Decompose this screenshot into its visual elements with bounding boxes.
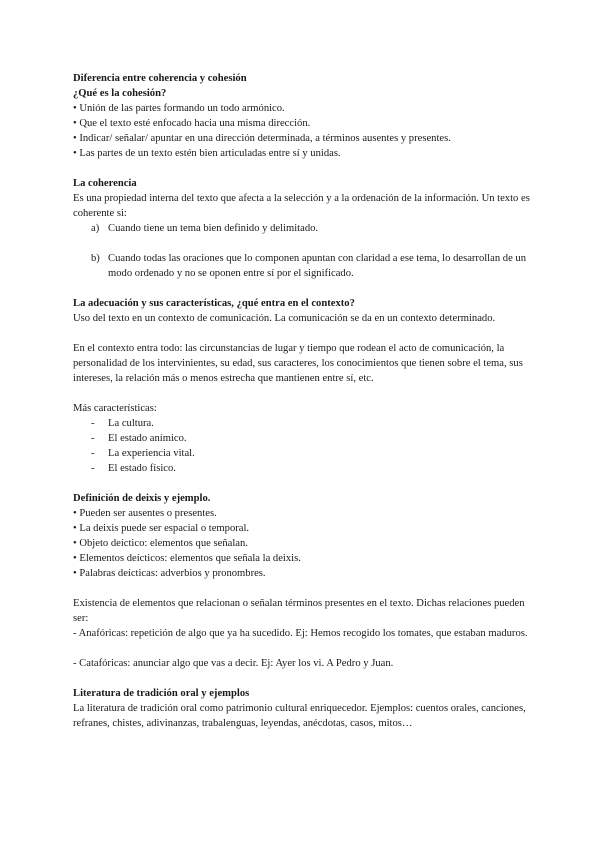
bullet-item: • Las partes de un texto estén bien articuladas entre sí y unidas. xyxy=(73,148,341,159)
literatura-paragraph: La literatura de tradición oral como patrimonio cultural enriquecedor. Ejemplos: cuentos orales, canciones, refranes, chistes, adivinanzas, trabalenguas, leyendas, anécdotas, casos, mitos… xyxy=(73,703,526,729)
bullet-item: • Unión de las partes formando un todo armónico. xyxy=(73,103,285,114)
list-item-text: La cultura. xyxy=(108,418,154,429)
list-item xyxy=(73,251,533,281)
list-item xyxy=(73,416,533,431)
list-item-text: Cuando tiene un tema bien definido y delimitado. xyxy=(108,223,319,234)
section-title-coherencia: La coherencia xyxy=(73,178,137,189)
list-marker: b) xyxy=(91,253,100,264)
bullet-item: • Indicar/ señalar/ apuntar en una dirección determinada, a términos ausentes y presentes. xyxy=(73,133,451,144)
list-item xyxy=(73,431,533,446)
bullet-item: • Que el texto esté enfocado hacia una misma dirección. xyxy=(73,118,311,129)
section-subtitle-cohesion: ¿Qué es la cohesión? xyxy=(73,88,167,99)
dash-marker: - xyxy=(91,418,95,429)
coherencia-intro: Es una propiedad interna del texto que afecta a la selección y a la ordenación de la información. Un texto es coherente si: xyxy=(73,193,530,219)
list-item xyxy=(73,446,533,461)
bullet-item: • Objeto deíctico: elementos que señalan. xyxy=(73,538,248,549)
section-title-deixis: Definición de deixis y ejemplo. xyxy=(73,493,211,504)
bullet-item: • La deixis puede ser espacial o temporal. xyxy=(73,523,250,534)
list-marker: a) xyxy=(91,223,100,234)
list-item-text: El estado anímico. xyxy=(108,433,187,444)
list-item xyxy=(73,221,533,236)
bullet-item: • Elementos deícticos: elementos que señala la deixis. xyxy=(73,553,301,564)
bullet-item: • Palabras deícticas: adverbios y pronombres. xyxy=(73,568,266,579)
section-title-adecuacion: La adecuación y sus características, ¿qué entra en el contexto? xyxy=(73,298,355,309)
list-item-text: Cuando todas las oraciones que lo componen apuntan con claridad a ese tema, lo desarrollan de un modo ordenado y no se oponen entre sí por el significado. xyxy=(108,253,527,279)
more-characteristics-label: Más características: xyxy=(73,403,157,414)
dash-marker: - xyxy=(91,463,95,474)
bullet-item: • Pueden ser ausentes o presentes. xyxy=(73,508,217,519)
list-item xyxy=(73,461,533,476)
dash-marker: - xyxy=(91,433,95,444)
section-title-coherencia-cohesion: Diferencia entre coherencia y cohesión xyxy=(73,73,247,84)
deixis-anaforicas: - Anafóricas: repetición de algo que ya ha sucedido. Ej: Hemos recogido los tomates, que estaban maduros. xyxy=(73,628,528,639)
document-body xyxy=(73,71,533,731)
list-item-text: La experiencia vital. xyxy=(108,448,195,459)
list-item-text: El estado físico. xyxy=(108,463,176,474)
adecuacion-paragraph-2: En el contexto entra todo: las circunstancias de lugar y tiempo que rodean el acto de comunicación, la personalidad de los intervinientes, su edad, sus caracteres, los conocimientos que tienen sobre el tema, sus intereses, la relación más o menos estrecha que mantienen entre sí, etc. xyxy=(73,343,523,384)
dash-marker: - xyxy=(91,448,95,459)
section-title-literatura: Literatura de tradición oral y ejemplos xyxy=(73,688,250,699)
adecuacion-paragraph-1: Uso del texto en un contexto de comunicación. La comunicación se da en un contexto determinado. xyxy=(73,313,496,324)
deixis-cataforicas: - Catafóricas: anunciar algo que vas a decir. Ej: Ayer los vi. A Pedro y Juan. xyxy=(73,658,394,669)
deixis-paragraph-1: Existencia de elementos que relacionan o señalan términos presentes en el texto. Dichas relaciones pueden ser: xyxy=(73,598,525,624)
